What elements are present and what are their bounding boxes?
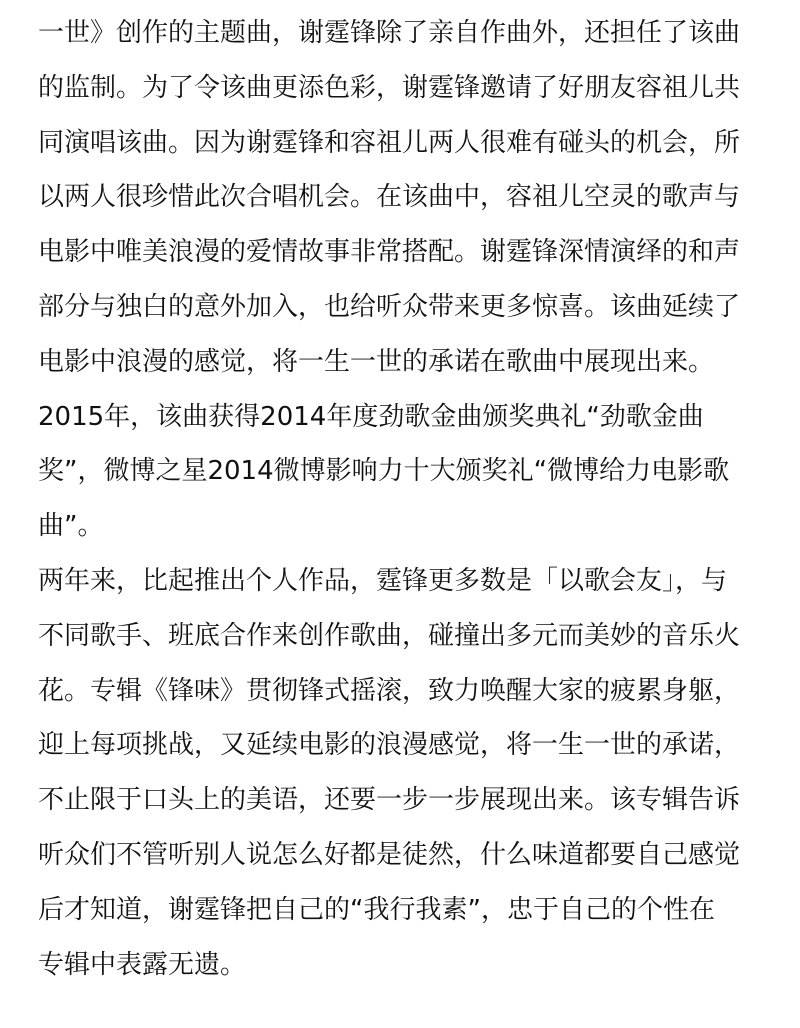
- text-line: 听众们不管听别人说怎么好都是徒然，什么味道都要自己感觉: [38, 839, 741, 870]
- text-line: 迎上每项挑战，又延续电影的浪漫感觉，将一生一世的承诺，: [38, 730, 741, 761]
- text-line: 不同歌手、班底合作来创作歌曲，碰撞出多元而美妙的音乐火: [38, 620, 741, 651]
- paragraph-album: [38, 554, 764, 992]
- text-line: 2015年，该曲获得2014年度劲歌金曲颁奖典礼“劲歌金曲: [38, 401, 704, 432]
- paragraph-theme-song: [38, 6, 764, 554]
- text-line: 的监制。为了令该曲更添色彩，谢霆锋邀请了好朋友容祖儿共: [38, 72, 741, 103]
- text-line: 电影中唯美浪漫的爱情故事非常搭配。谢霆锋深情演绎的和声: [38, 237, 741, 268]
- text-line: 不止限于口头上的美语，还要一步一步展现出来。该专辑告诉: [38, 785, 741, 816]
- text-line: 同演唱该曲。因为谢霆锋和容祖儿两人很难有碰头的机会，所: [38, 127, 741, 158]
- article-body: [38, 6, 764, 992]
- text-line: 奖”，微博之星2014微博影响力十大颁奖礼“微博给力电影歌: [38, 456, 730, 487]
- text-line: 两年来，比起推出个人作品，霆锋更多数是「以歌会友」，与: [38, 565, 728, 596]
- text-line: 部分与独白的意外加入，也给听众带来更多惊喜。该曲延续了: [38, 291, 741, 322]
- text-line: 后才知道，谢霆锋把自己的“我行我素”，忠于自己的个性在: [38, 894, 715, 925]
- text-line: 曲”。: [38, 511, 104, 542]
- text-line: 花。专辑《锋味》贯彻锋式摇滚，致力唤醒大家的疲累身躯，: [38, 675, 741, 706]
- text-line: 一世》创作的主题曲，谢霆锋除了亲自作曲外，还担任了该曲: [38, 18, 741, 48]
- text-line: 电影中浪漫的感觉，将一生一世的承诺在歌曲中展现出来。: [38, 346, 715, 377]
- text-line: 专辑中表露无遗。: [38, 949, 247, 980]
- text-line: 以两人很珍惜此次合唱机会。在该曲中，容祖儿空灵的歌声与: [38, 182, 741, 213]
